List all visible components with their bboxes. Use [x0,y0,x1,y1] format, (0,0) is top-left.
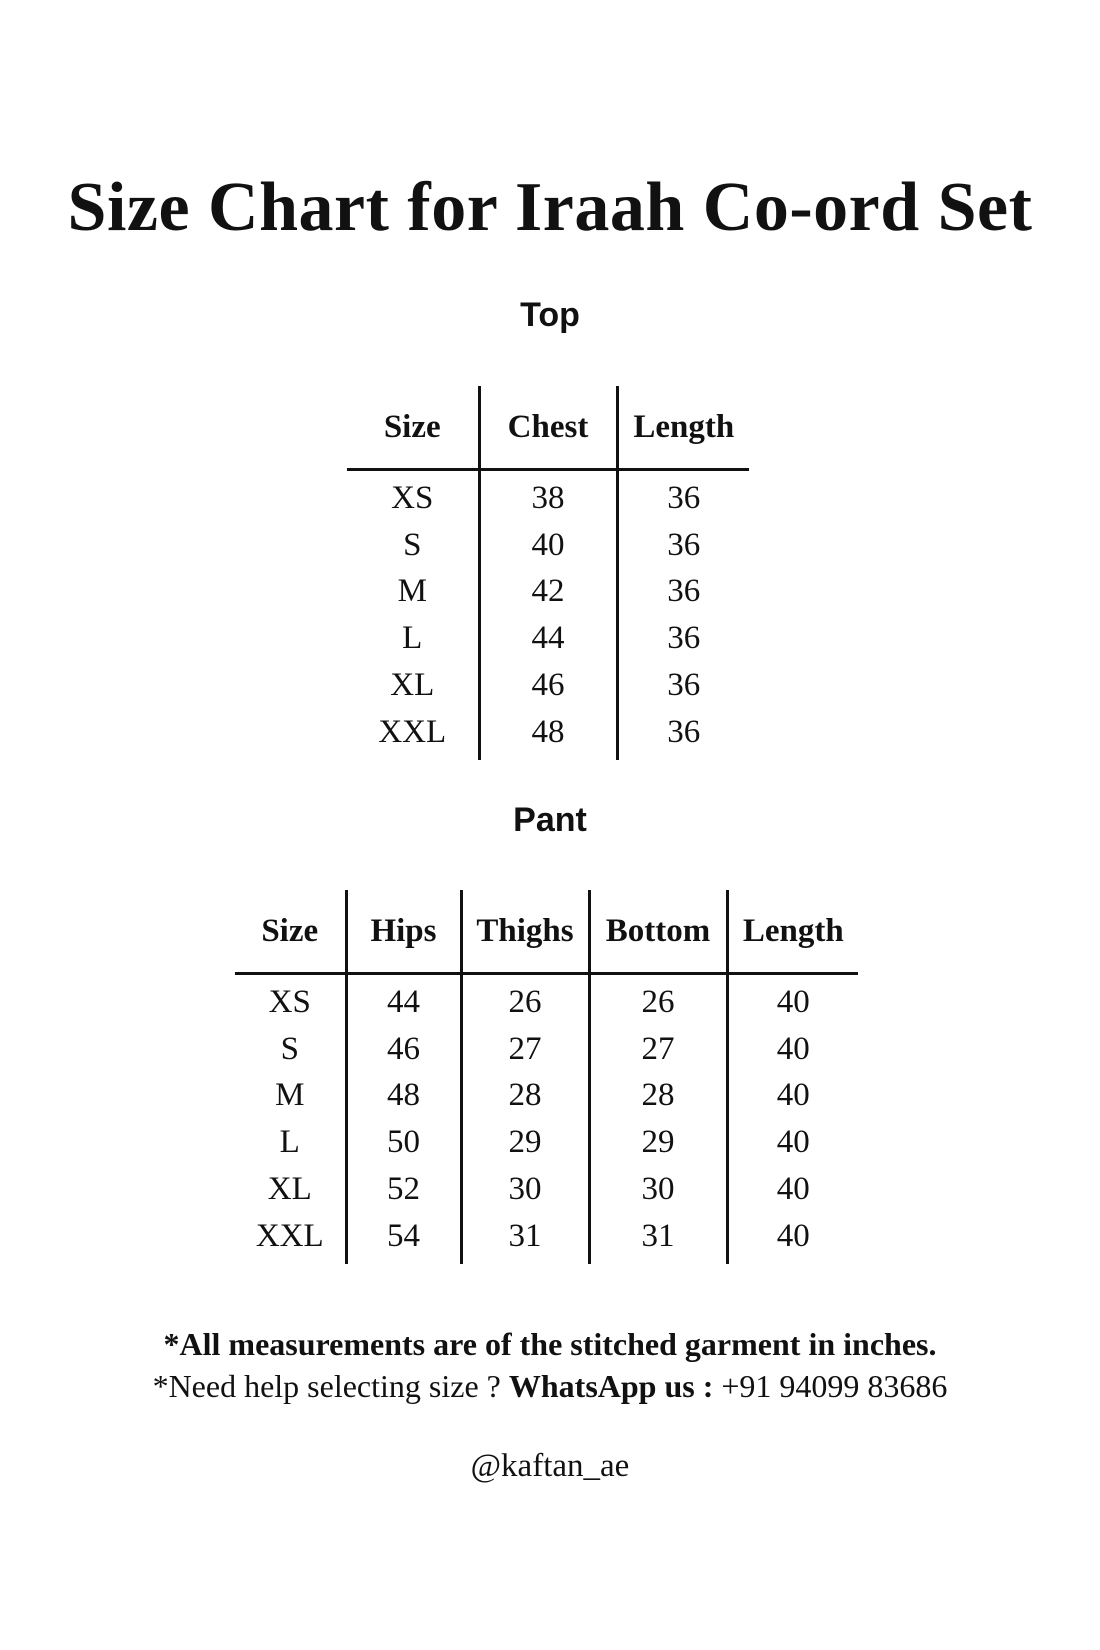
length-cell: 40 [727,1166,858,1213]
size-cell: XS [268,983,311,1020]
phone-number: +91 94099 83686 [721,1368,948,1404]
page-title: Size Chart for Iraah Co-ord Set [67,169,1033,246]
size-cell: XS [391,479,434,516]
bottom-cell: 30 [589,1166,727,1213]
chest-cell: 42 [479,569,617,616]
chest-cell: 46 [479,662,617,709]
chest-cell: 44 [479,615,617,662]
thighs-cell: 31 [461,1213,589,1264]
help-note [0,1366,1100,1406]
column-header-thighs: Thighs [461,890,589,974]
measurements-note: *All measurements are of the stitched garment in inches. [163,1326,937,1362]
size-cell: L [402,620,423,657]
top-size-table [347,386,749,760]
table-row [235,1073,858,1120]
length-cell: 36 [617,615,749,662]
hips-cell: 54 [346,1213,461,1264]
length-cell: 40 [727,1026,858,1073]
bottom-cell: 27 [589,1026,727,1073]
size-cell: S [403,526,422,563]
column-header-chest: Chest [479,386,617,470]
size-cell: M [397,573,427,610]
column-header-size: Size [347,386,479,470]
length-cell: 36 [617,569,749,616]
length-cell: 36 [617,522,749,569]
table-row [235,1119,858,1166]
table-row [347,615,749,662]
table-row [235,1213,858,1264]
table-row [347,522,749,569]
length-cell: 40 [727,1213,858,1264]
help-prefix: *Need help selecting size ? [152,1368,509,1404]
table-row [235,1026,858,1073]
size-cell: L [279,1124,300,1161]
chest-cell: 48 [479,709,617,760]
column-header-hips: Hips [346,890,461,974]
hips-cell: 52 [346,1166,461,1213]
length-cell: 36 [617,662,749,709]
size-cell: XXL [255,1217,324,1254]
bottom-cell: 28 [589,1073,727,1120]
table-row [347,569,749,616]
bottom-cell: 26 [589,974,727,1026]
size-cell: XL [390,667,435,704]
column-header-size: Size [235,890,346,974]
thighs-cell: 26 [461,974,589,1026]
size-cell: XXL [378,713,447,750]
chest-cell: 40 [479,522,617,569]
length-cell: 40 [727,974,858,1026]
hips-cell: 50 [346,1119,461,1166]
bottom-cell: 29 [589,1119,727,1166]
pant-section-title: Pant [513,801,587,839]
table-header-row [235,890,858,974]
bottom-cell: 31 [589,1213,727,1264]
hips-cell: 48 [346,1073,461,1120]
whatsapp-label: WhatsApp us : [508,1368,722,1404]
length-cell: 40 [727,1119,858,1166]
table-row [347,709,749,760]
hips-cell: 44 [346,974,461,1026]
thighs-cell: 27 [461,1026,589,1073]
table-row [235,1166,858,1213]
length-cell: 40 [727,1073,858,1120]
social-handle: @kaftan_ae [470,1448,630,1484]
column-header-bottom: Bottom [589,890,727,974]
column-header-length: Length [727,890,858,974]
top-section-title: Top [520,296,580,334]
size-cell: XL [267,1171,312,1208]
column-header-length: Length [617,386,749,470]
length-cell: 36 [617,709,749,760]
chest-cell: 38 [479,470,617,522]
thighs-cell: 29 [461,1119,589,1166]
size-cell: M [275,1077,305,1114]
table-row [235,974,858,1026]
pant-size-table [235,890,858,1264]
length-cell: 36 [617,470,749,522]
table-header-row [347,386,749,470]
table-row [347,470,749,522]
size-cell: S [280,1030,299,1067]
table-row [347,662,749,709]
thighs-cell: 28 [461,1073,589,1120]
hips-cell: 46 [346,1026,461,1073]
thighs-cell: 30 [461,1166,589,1213]
